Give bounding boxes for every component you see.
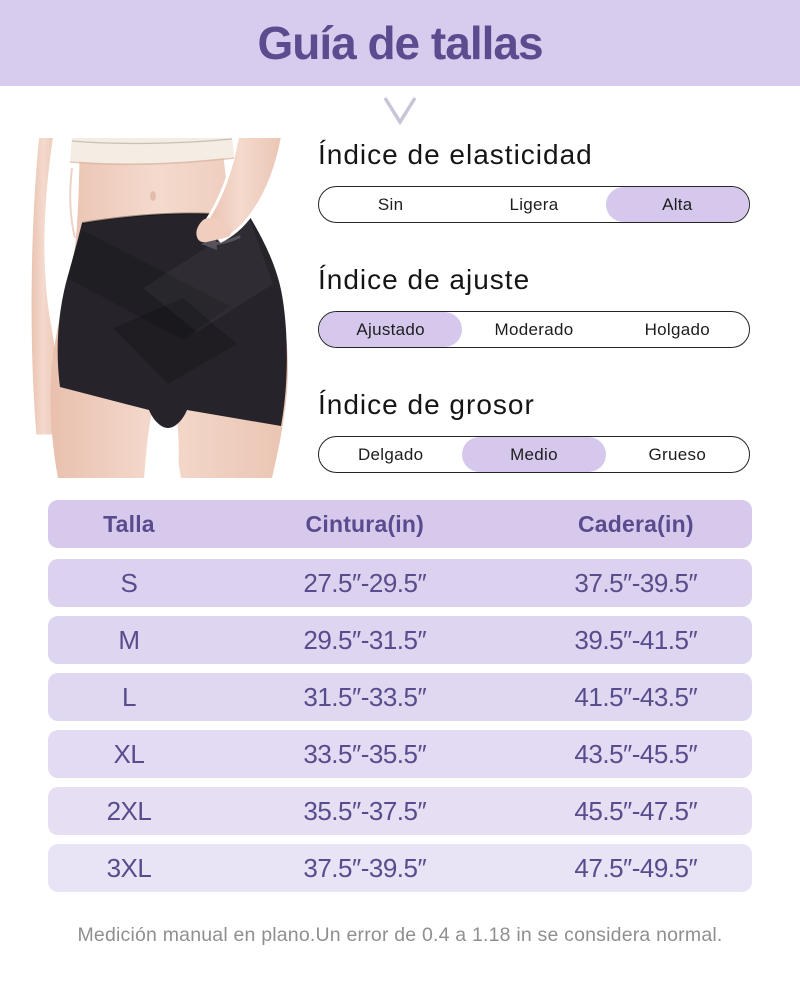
fit-selector	[318, 311, 750, 348]
waist-cell: 29.5″-31.5″	[303, 624, 427, 655]
size-table	[48, 500, 752, 901]
hip-cell: 41.5″-43.5″	[574, 681, 698, 712]
size-cell: L	[121, 681, 136, 712]
col-header-cintura: Cintura(in)	[305, 510, 425, 537]
waist-cell: 27.5″-29.5″	[303, 567, 427, 598]
option-ligera[interactable]: Ligera	[509, 194, 559, 214]
table-row-3xl	[48, 844, 752, 892]
hip-cell: 43.5″-45.5″	[574, 738, 698, 769]
thickness-selector	[318, 436, 750, 473]
page-title: Guía de tallas	[257, 17, 543, 69]
table-row-xl	[48, 730, 752, 778]
waist-cell: 31.5″-33.5″	[303, 681, 427, 712]
option-moderado[interactable]: Moderado	[494, 319, 574, 339]
option-holgado[interactable]: Holgado	[644, 319, 711, 339]
table-row-s	[48, 559, 752, 607]
hip-cell: 47.5″-49.5″	[574, 852, 698, 883]
col-header-talla: Talla	[103, 510, 155, 537]
elasticity-section	[318, 139, 750, 223]
waist-cell: 33.5″-35.5″	[303, 738, 427, 769]
measurement-note: Medición manual en plano.Un error de 0.4 a 1.18 in se considera normal.	[77, 924, 723, 946]
hip-cell: 37.5″-39.5″	[574, 567, 698, 598]
hip-cell: 45.5″-47.5″	[574, 795, 698, 826]
bra-band	[70, 138, 234, 163]
table-row-m	[48, 616, 752, 664]
chevron-down-icon	[380, 94, 420, 128]
option-alta[interactable]: Alta	[606, 187, 749, 222]
waist-cell: 35.5″-37.5″	[303, 795, 427, 826]
header-banner	[0, 0, 800, 86]
elasticity-title: Índice de elasticidad	[318, 139, 593, 170]
fit-title: Índice de ajuste	[318, 264, 531, 295]
hip-cell: 39.5″-41.5″	[574, 624, 698, 655]
table-body	[48, 559, 752, 892]
option-sin[interactable]: Sin	[377, 194, 404, 214]
thickness-title: Índice de grosor	[318, 389, 535, 420]
waist-cell: 37.5″-39.5″	[303, 852, 427, 883]
col-header-cadera: Cadera(in)	[577, 510, 694, 537]
size-cell: M	[118, 624, 140, 655]
size-cell: 3XL	[106, 852, 152, 883]
option-ajustado[interactable]: Ajustado	[319, 312, 462, 347]
size-cell: 2XL	[106, 795, 152, 826]
fit-section	[318, 264, 750, 348]
size-cell: S	[120, 567, 138, 598]
table-row-l	[48, 673, 752, 721]
option-delgado[interactable]: Delgado	[357, 444, 424, 464]
thickness-section	[318, 389, 750, 473]
elasticity-selector	[318, 186, 750, 223]
size-cell: XL	[113, 738, 145, 769]
option-medio[interactable]: Medio	[462, 437, 605, 472]
table-row-2xl	[48, 787, 752, 835]
option-grueso[interactable]: Grueso	[648, 444, 707, 464]
product-photo	[25, 138, 315, 478]
index-panels	[318, 139, 750, 514]
table-header-row	[48, 500, 752, 548]
